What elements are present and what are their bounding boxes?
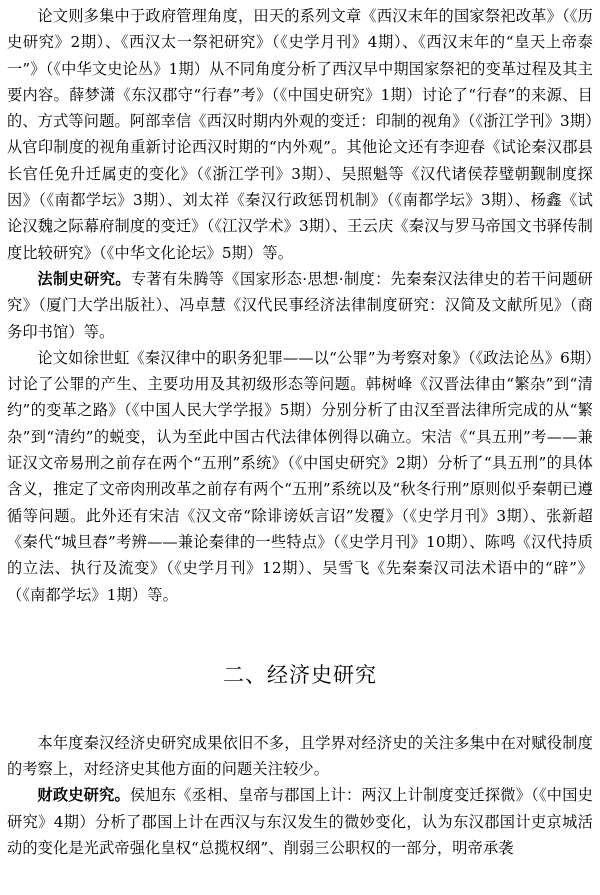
paragraph-fiscal-history <box>7 782 593 861</box>
paragraph-legal-history <box>7 266 593 345</box>
paragraph-government-management <box>7 3 593 266</box>
section-spacer <box>7 690 593 730</box>
paragraph-lead: 法制史研究。 <box>37 269 131 288</box>
paragraph-text: 论文如徐世虹《秦汉律中的职务犯罪——以“公罪”为考察对象》（《政法论丛》6期）讨论了公罪的产生、主要功用及其初级形态等问题。韩树峰《汉晋法律由“繁杂”到“清约”的变革之路》（《中国人民大学学报》5期）分别分析了由汉至晋法律所完成的从“繁杂”到“清约”的蜕变，认为至此中国古代法律体例得以确立。宋洁《“具五刑”考——兼证汉文帝易刑之前存在两个“五刑”系统》（《中国史研究》2期）分析了“具五刑”的具体含义，推定了文帝肉刑改革之前存有两个“五刑”系统以及“秋冬行刑”原则似乎秦朝已遵循等问题。此外还有宋洁《汉文帝“除诽谤妖言诏”发覆》（《史学月刊》3期）、张新超《秦代“城旦舂”考辨——兼论秦律的一些特点》（《史学月刊》10期）、陈鸣《汉代持质的立法、执行及流变》（《史学月刊》12期）、吴雪飞《先秦秦汉司法术语中的“辟”》（《南都学坛》1期）等。 <box>7 348 593 604</box>
paragraph-text: 侯旭东《丞相、皇帝与郡国上计：两汉上计制度变迁探微》（《中国史研究》4期）分析了郡国上计在西汉与东汉发生的微妙变化，认为东汉郡国计吏京城活动的变化是光武帝强化皇权“总揽权纲”、削弱三公职权的一部分，明帝承袭 <box>7 786 593 858</box>
section-spacer <box>7 608 593 660</box>
paragraph-legal-articles <box>7 345 593 608</box>
paragraph-text: 专著有朱腾等《国家形态·思想·制度：先秦秦汉法律史的若干问题研究》（厦门大学出版社）、冯卓慧《汉代民事经济法律制度研究：汉简及文献所见》（商务印书馆）等。 <box>7 269 593 341</box>
document-page <box>7 3 593 861</box>
paragraph-lead: 财政史研究。 <box>37 786 130 805</box>
paragraph-text: 本年度秦汉经济史研究成果依旧不多，且学界对经济史的关注多集中在对赋役制度的考察上，对经济史其他方面的问题关注较少。 <box>7 733 593 779</box>
section-heading: 二、经济史研究 <box>223 662 377 687</box>
paragraph-economic-intro <box>7 730 593 783</box>
paragraph-text: 论文则多集中于政府管理角度，田天的系列文章《西汉末年的国家祭祀改革》（《历史研究》2期）、《西汉太一祭祀研究》（《史学月刊》4期）、《西汉末年的“皇天上帝泰一”》（《中华文史论丛》1期）从不同角度分析了西汉早中期国家祭祀的变革过程及其主要内容。薛梦潇《东汉郡守“行春”考》（《中国史研究》1期）讨论了“行春”的来源、目的、方式等问题。阿部幸信《西汉时期内外观的变迁：印制的视角》（《浙江学刊》3期）从官印制度的视角重新讨论西汉时期的“内外观”。其他论文还有李迎春《试论秦汉郡县长官任免升迁属吏的变化》（《浙江学刊》3期）、吴照魁等《汉代诸侯荐璧朝觐制度探因》（《南都学坛》3期）、刘太祥《秦汉行政惩罚机制》（《南都学坛》3期）、杨鑫《试论汉魏之际幕府制度的变迁》（《江汉学术》3期）、王云庆《秦汉与罗马帝国文书驿传制度比较研究》（《中华文化论坛》5期）等。 <box>7 7 593 262</box>
